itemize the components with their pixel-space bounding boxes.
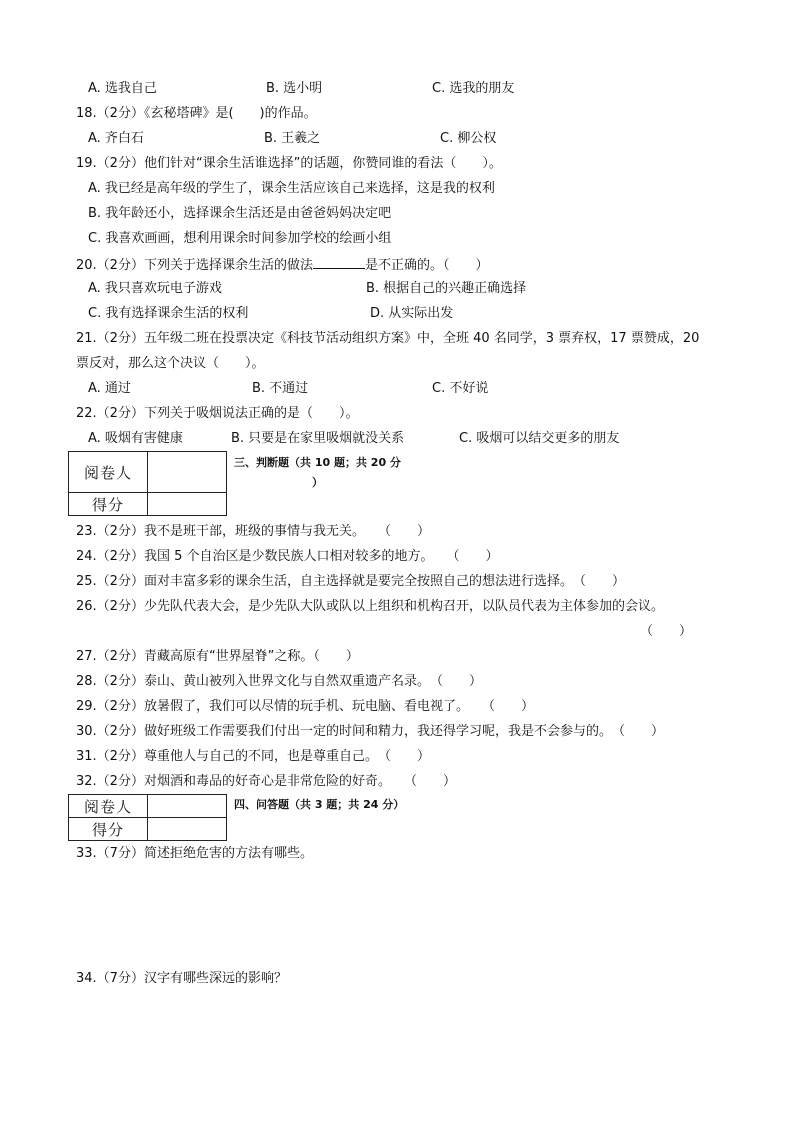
score-label: 得分	[69, 493, 148, 516]
question-28: 28.（2分）泰山、黄山被列入世界文化与自然双重遗产名录。 （ ）	[76, 674, 482, 689]
q18-option-b: B. 王羲之	[264, 131, 321, 146]
question-25: 25.（2分）面对丰富多彩的课余生活，自主选择就是要完全按照自己的想法进行选择。 （ ）	[76, 574, 625, 589]
reviewer-label: 阅卷人	[69, 452, 148, 493]
q20-option-b: B. 根据自己的兴趣正确选择	[366, 281, 527, 296]
q17-option-b: B. 选小明	[266, 81, 323, 96]
q18-option-a: A. 齐白石	[88, 131, 144, 146]
score-cell	[148, 493, 227, 516]
question-24: 24.（2分）我国 5 个自治区是少数民族人口相对较多的地方。 （ ）	[76, 549, 499, 564]
score-box-section-3	[68, 451, 227, 516]
question-32: 32.（2分）对烟酒和毒品的好奇心是非常危险的好奇。 （ ）	[76, 774, 456, 789]
q17-option-a: A. 选我自己	[88, 81, 157, 96]
q22-option-b: B. 只要是在家里吸烟就没关系	[231, 431, 405, 446]
question-21-line-1: 21.（2分）五年级二班在投票决定《科技节活动组织方案》中，全班 40 名同学，3 票弃权，17 票赞成，20	[76, 331, 700, 346]
question-20-text-before: 20.（2分）下列关于选择课余生活的做法	[76, 258, 313, 273]
question-33: 33.（7分）简述拒绝危害的方法有哪些。	[76, 846, 313, 861]
q22-option-a: A. 吸烟有害健康	[88, 431, 183, 446]
q19-option-c: C. 我喜欢画画，想利用课余时间参加学校的绘画小组	[88, 231, 392, 246]
question-18: 18.（2分）《玄秘塔碑》是( )的作品。	[76, 106, 317, 121]
reviewer-cell	[148, 795, 227, 818]
question-20-text-after: 是不正确的。（ ）	[364, 258, 489, 273]
q20-option-c: C. 我有选择课余生活的权利	[88, 306, 249, 321]
question-26: 26.（2分）少先队代表大会，是少先队大队或队以上组织和机构召开，以队员代表为主体参加的会议。	[76, 599, 664, 614]
section-3-title-close: ）	[312, 476, 323, 489]
q18-option-c: C. 柳公权	[440, 131, 497, 146]
score-cell	[148, 818, 227, 841]
score-label: 得分	[69, 818, 148, 841]
question-31: 31.（2分）尊重他人与自己的不同，也是尊重自己。 （ ）	[76, 749, 430, 764]
q21-option-a: A. 通过	[88, 381, 131, 396]
q19-option-a: A. 我已经是高年级的学生了，课余生活应该自己来选择，这是我的权利	[88, 181, 495, 196]
section-3-title: 三、判断题（共 10 题；共 20 分	[234, 456, 401, 469]
question-29: 29.（2分）放暑假了，我们可以尽情的玩手机、玩电脑、看电视了。 （ ）	[76, 699, 534, 714]
question-34: 34.（7分）汉字有哪些深远的影响？	[76, 971, 287, 986]
q19-option-b: B. 我年龄还小，选择课余生活还是由爸爸妈妈决定吧	[88, 206, 392, 221]
question-22: 22.（2分）下列关于吸烟说法正确的是（ ）。	[76, 406, 359, 421]
question-23: 23.（2分）我不是班干部，班级的事情与我无关。 （ ）	[76, 524, 430, 539]
question-20	[76, 256, 488, 274]
q21-option-b: B. 不通过	[252, 381, 309, 396]
q17-option-c: C. 选我的朋友	[432, 81, 515, 96]
question-19: 19.（2分）他们针对“课余生活谁选择”的话题，你赞同谁的看法（ ）。	[76, 156, 502, 171]
question-26-bracket: （ ）	[640, 624, 693, 639]
question-21-line-2: 票反对，那么这个决议（ ）。	[76, 356, 265, 371]
section-4-title: 四、问答题（共 3 题；共 24 分）	[234, 798, 405, 811]
question-30: 30.（2分）做好班级工作需要我们付出一定的时间和精力，我还得学习呢，我是不会参与的。 （ ）	[76, 724, 664, 739]
question-27: 27.（2分）青藏高原有“世界屋脊”之称。（ ）	[76, 649, 359, 664]
reviewer-cell	[148, 452, 227, 493]
q21-option-c: C. 不好说	[432, 381, 489, 396]
q20-option-d: D. 从实际出发	[370, 306, 454, 321]
q22-option-c: C. 吸烟可以结交更多的朋友	[459, 431, 620, 446]
q20-option-a: A. 我只喜欢玩电子游戏	[88, 281, 222, 296]
reviewer-label: 阅卷人	[69, 795, 148, 818]
answer-blank	[313, 256, 365, 269]
score-box-section-4	[68, 794, 227, 841]
